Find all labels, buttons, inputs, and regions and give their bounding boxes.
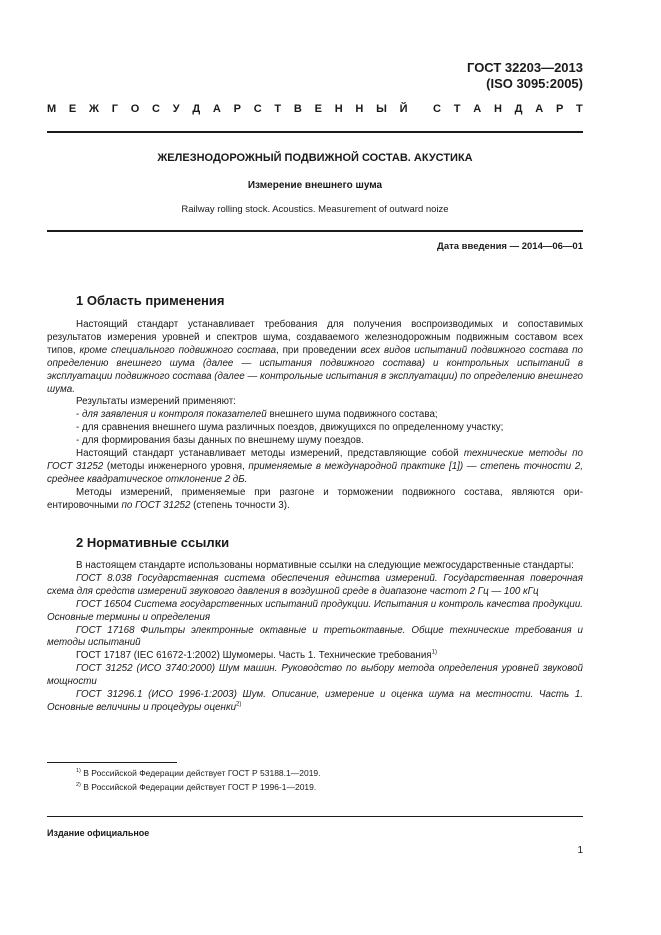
list-item: - для формирования базы данных по внешнему шуму поездов. bbox=[76, 435, 364, 447]
references-intro: В настоящем стандарте использованы нормативные ссылки на следующие межгосударственные стандарты: bbox=[76, 560, 574, 571]
banner-letter: Ж bbox=[89, 103, 99, 115]
banner-letter: Н bbox=[334, 103, 343, 115]
reference-item: ГОСТ 16504 Система государственных испытаний продукции. Испытания и контроль качества продукции. Основные термины и определения bbox=[47, 598, 583, 623]
title-rule bbox=[47, 230, 583, 232]
banner-letter: Й bbox=[399, 103, 408, 115]
header-rule bbox=[47, 131, 583, 133]
banner-letter: Е bbox=[68, 103, 77, 115]
reference-item: ГОСТ 17187 (IEC 61672-1:2002) Шумомеры. Часть 1. Технические требования$^{1)}$ bbox=[76, 650, 437, 662]
list-item: - для заявления и контроля показателей внешнего шума подвижного состава; bbox=[76, 409, 438, 421]
reference-item: ГОСТ 31296.1 (ИСО 1996-1:2003) Шум. Описание, измерение и оценка шума на местности. Часть 1. Основные величины и процедуры оценки$^{2)}$ bbox=[47, 689, 583, 713]
footnote-1: $^{1)}$ В Российской Федерации действует ГОСТ Р 53188.1—2019. bbox=[76, 768, 321, 778]
interstate-standard-banner bbox=[47, 103, 583, 115]
banner-letter: Д bbox=[192, 103, 201, 115]
list-item: - для сравнения внешнего шума различных поездов, движущихся по определенному участку; bbox=[76, 422, 504, 434]
banner-letter: А bbox=[212, 103, 221, 115]
banner-letter: С bbox=[433, 103, 441, 115]
banner-letter: Г bbox=[111, 103, 118, 115]
banner-letter: У bbox=[172, 103, 180, 115]
banner-letter: Т bbox=[274, 103, 282, 115]
banner-letter: Н bbox=[355, 103, 364, 115]
introduction-date: Дата введения — 2014—06—01 bbox=[437, 241, 583, 252]
banner-letter: С bbox=[152, 103, 160, 115]
footnote-rule bbox=[47, 762, 177, 763]
document-designation bbox=[467, 60, 583, 92]
banner-letter: М bbox=[47, 103, 57, 115]
reference-item: ГОСТ 8.038 Государственная система обеспечения единства измерений. Государственная поверочная схема для средств измерений звукового давления в воздушной среде в диапазоне частот 2 Гц — 100 кГц bbox=[47, 572, 583, 597]
banner-letter: В bbox=[293, 103, 302, 115]
banner-letter: А bbox=[535, 103, 544, 115]
section-1-title: 1 Область применения bbox=[76, 293, 225, 308]
methods-paragraph: Настоящий стандарт устанавливает методы измерений, представляющие собой технические методы по ГОСТ 31252 (методы инженерного уровня, применяемые в международной практике [1]) — степень точности 2, среднее квадратическое отклонение 2 дБ. bbox=[47, 448, 583, 485]
section-1-body bbox=[47, 319, 583, 513]
section-2-title: 2 Нормативные ссылки bbox=[76, 535, 230, 550]
document-title: ЖЕЛЕЗНОДОРОЖНЫЙ ПОДВИЖНОЙ СОСТАВ. АКУСТИКА bbox=[157, 152, 473, 164]
iso-number: (ISO 3095:2005) bbox=[486, 76, 583, 91]
banner-letter: О bbox=[130, 103, 140, 115]
banner-letter: Д bbox=[514, 103, 523, 115]
banner-letter: С bbox=[253, 103, 262, 115]
scope-paragraph: Настоящий стандарт устанавливает требования для получения воспроизводимых и сопоставимых результатов измерения уровней и спектров шума, создаваемого железнодорожным подвижным составом всех типов, кроме специального подвижного состава, при проведении всех видов испытаний подвижного состава по определению внешнего шума (далее — испытания подвижного состава) и контрольных испытаний в эксплуатации подвижного состава (далее — контрольные испытания в эксплуатации) по определению внешнего шума. bbox=[47, 319, 583, 395]
document-title-english: Railway rolling stock. Acoustics. Measurement of outward noize bbox=[181, 204, 449, 215]
official-edition-label: Издание официальное bbox=[47, 828, 150, 838]
banner-letter: Т bbox=[453, 103, 461, 115]
footer-rule bbox=[47, 816, 583, 817]
banner-letter: Ы bbox=[376, 103, 387, 115]
page-number: 1 bbox=[577, 845, 583, 856]
banner-letter: Е bbox=[314, 103, 322, 115]
banner-letter: Р bbox=[555, 103, 564, 115]
banner-letter: Н bbox=[493, 103, 502, 115]
banner-letter: А bbox=[473, 103, 482, 115]
results-intro: Результаты измерений применяют: bbox=[76, 396, 236, 408]
acceleration-paragraph: Методы измерений, применяемые при разгоне и торможении подвижного состава, являются ориентировочными по ГОСТ 31252 (степень точности 3). bbox=[47, 486, 583, 511]
banner-letter: Т bbox=[576, 103, 583, 115]
footnote-2: $^{2)}$ В Российской Федерации действует ГОСТ Р 1996-1—2019. bbox=[76, 782, 317, 792]
banner-letter: Р bbox=[233, 103, 241, 115]
section-2-body bbox=[47, 560, 583, 715]
gost-number: ГОСТ 32203—2013 bbox=[467, 60, 583, 75]
reference-item: ГОСТ 17168 Фильтры электронные октавные и третьоктавные. Общие технические требования и методы испытаний bbox=[47, 624, 583, 649]
document-subtitle: Измерение внешнего шума bbox=[247, 180, 383, 191]
reference-item: ГОСТ 31252 (ИСО 3740:2000) Шум машин. Руководство по выбору метода определения уровней звуковой мощности bbox=[47, 663, 583, 688]
